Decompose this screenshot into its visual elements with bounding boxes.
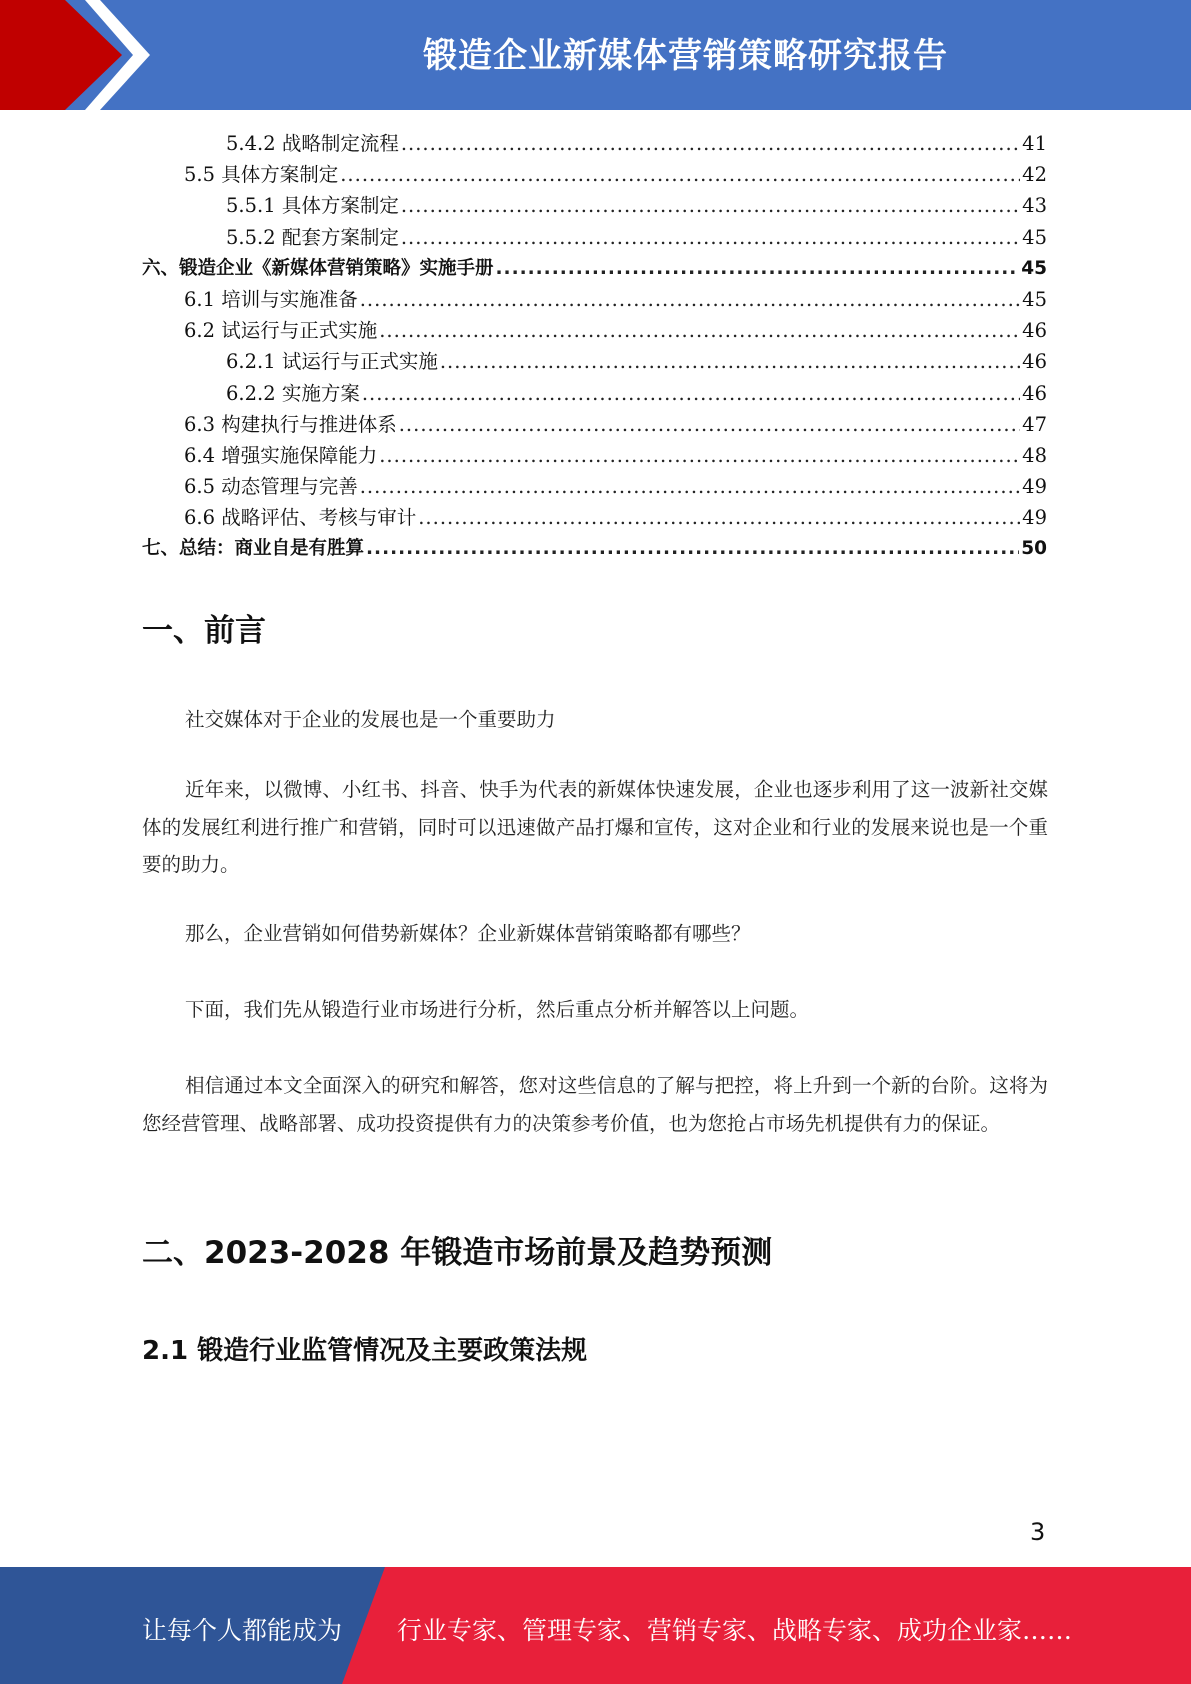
toc-leader-dots	[399, 409, 1020, 440]
paragraph: 下面，我们先从锻造行业市场进行分析，然后重点分析并解答以上问题。	[185, 998, 810, 1021]
paragraph: 相信通过本文全面深入的研究和解答，您对这些信息的了解与把控，将上升到一个新的台阶。这将为您经营管理、战略部署、成功投资提供有力的决策参考价值，也为您抢占市场先机提供有力的保证。	[142, 1074, 1048, 1135]
toc-entry-page: 41	[1022, 132, 1047, 155]
toc-entry[interactable]	[142, 315, 1047, 346]
toc-entry-page: 42	[1022, 163, 1047, 187]
paragraph: 社交媒体对于企业的发展也是一个重要助力	[185, 708, 556, 731]
footer-banner	[0, 1567, 1191, 1684]
toc-entry-page: 45	[1021, 257, 1047, 279]
toc-entry-title: 六、锻造企业《新媒体营销策略》实施手册	[142, 257, 494, 279]
section-heading-preface: 一、前言	[142, 613, 266, 649]
toc-entry[interactable]	[142, 346, 1047, 377]
toc-entry-page: 46	[1022, 350, 1047, 374]
report-title: 锻造企业新媒体营销策略研究报告	[423, 36, 948, 76]
toc-leader-dots	[379, 440, 1020, 471]
toc-entry[interactable]	[142, 159, 1047, 190]
toc-entry-title: 6.4 增强实施保障能力	[184, 443, 378, 467]
toc-entry-page: 45	[1022, 225, 1047, 249]
section-heading-market-outlook: 二、2023-2028 年锻造市场前景及趋势预测	[142, 1235, 773, 1271]
toc-leader-dots	[379, 315, 1020, 346]
toc-entry-page: 50	[1021, 538, 1047, 560]
toc-entry-page: 49	[1022, 506, 1047, 530]
toc-leader-dots	[418, 502, 1020, 533]
page-number: 3	[1030, 1518, 1046, 1546]
toc-entry-title: 5.4.2 战略制定流程	[226, 132, 399, 155]
toc-entry-title: 6.5 动态管理与完善	[184, 475, 358, 499]
toc-leader-dots	[401, 190, 1020, 221]
toc-entry[interactable]	[142, 533, 1047, 564]
toc-entry[interactable]	[142, 471, 1047, 502]
toc-entry-title: 5.5 具体方案制定	[184, 163, 339, 187]
toc-entry[interactable]	[142, 378, 1047, 409]
header-banner	[0, 0, 1191, 110]
toc-entry-title: 6.6 战略评估、考核与审计	[184, 506, 417, 530]
toc-entry[interactable]	[142, 284, 1047, 315]
toc-entry[interactable]	[142, 253, 1047, 284]
toc-entry-title: 6.3 构建执行与推进体系	[184, 412, 397, 436]
toc-entry-title: 6.2 试运行与正式实施	[184, 319, 378, 343]
header-arrow-decoration	[0, 0, 200, 110]
toc-entry-title: 七、总结：商业自是有胜算	[142, 538, 365, 560]
toc-entry[interactable]	[142, 190, 1047, 221]
toc-entry-page: 48	[1022, 443, 1047, 467]
toc-leader-dots	[340, 159, 1020, 190]
toc-leader-dots	[360, 471, 1020, 502]
toc-leader-dots	[496, 253, 1020, 284]
toc-entry-page: 46	[1022, 319, 1047, 343]
toc-leader-dots	[440, 346, 1020, 377]
toc-entry-title: 5.5.1 具体方案制定	[226, 194, 399, 218]
toc-entry-page: 47	[1022, 412, 1047, 436]
footer-slogan-right: 行业专家、管理专家、营销专家、战略专家、成功企业家……	[397, 1616, 1073, 1645]
toc-leader-dots	[401, 128, 1020, 159]
toc-entry-title: 6.1 培训与实施准备	[184, 287, 358, 311]
toc-entry-title: 5.5.2 配套方案制定	[226, 225, 399, 249]
toc-entry[interactable]	[142, 409, 1047, 440]
toc-entry[interactable]	[142, 222, 1047, 253]
subsection-heading-regulation: 2.1 锻造行业监管情况及主要政策法规	[142, 1336, 588, 1366]
footer-slogan-left: 让每个人都能成为	[142, 1616, 343, 1645]
toc-leader-dots	[366, 533, 1019, 564]
toc-entry-page: 45	[1022, 287, 1047, 311]
paragraph: 那么，企业营销如何借势新媒体？企业新媒体营销策略都有哪些？	[185, 922, 751, 945]
toc-leader-dots	[401, 222, 1020, 253]
toc-entry-page: 43	[1022, 194, 1047, 218]
toc-leader-dots	[360, 284, 1020, 315]
toc-entry-page: 49	[1022, 475, 1047, 499]
toc-entry[interactable]	[142, 440, 1047, 471]
toc-entry-title: 6.2.1 试运行与正式实施	[226, 350, 438, 374]
toc-entry[interactable]	[142, 128, 1047, 159]
toc-entry-title: 6.2.2 实施方案	[226, 381, 360, 405]
table-of-contents	[142, 128, 1047, 565]
toc-leader-dots	[362, 378, 1020, 409]
paragraph: 近年来，以微博、小红书、抖音、快手为代表的新媒体快速发展，企业也逐步利用了这一波新社交媒体的发展红利进行推广和营销，同时可以迅速做产品打爆和宣传，这对企业和行业的发展来说也是一个重要的助力。	[142, 778, 1048, 876]
toc-entry[interactable]	[142, 502, 1047, 533]
toc-entry-page: 46	[1022, 381, 1047, 405]
